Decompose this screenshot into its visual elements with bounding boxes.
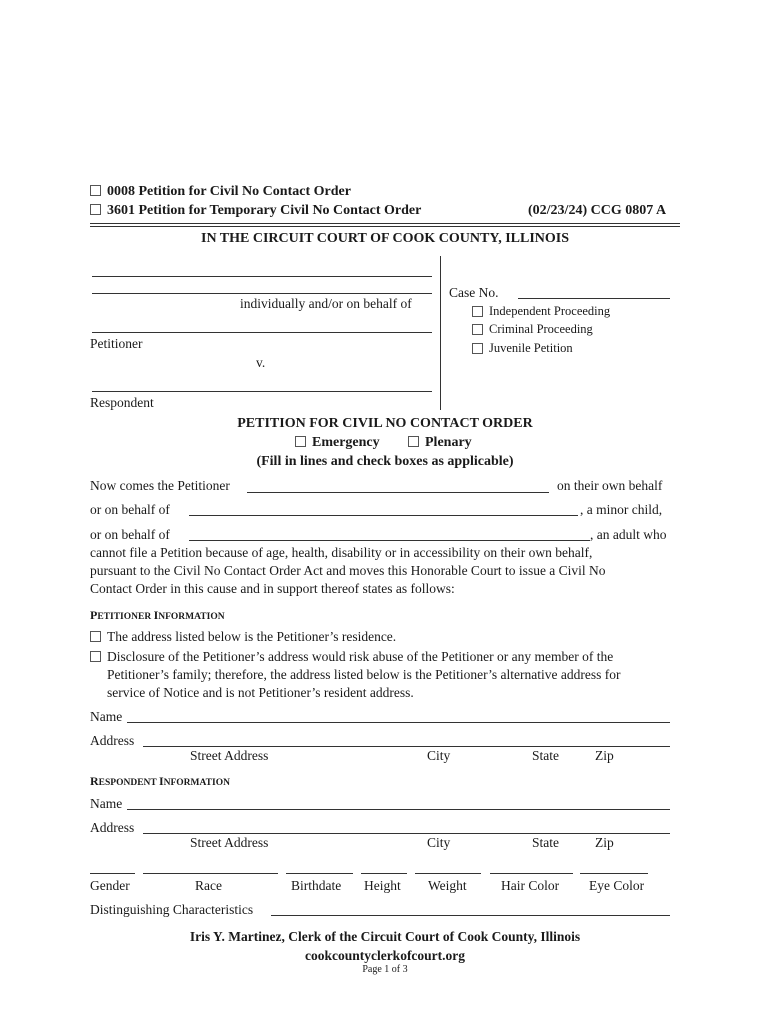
on-behalf-of-text-2: or on behalf of bbox=[90, 527, 170, 542]
petitioner-info-heading: PETITIONER INFORMATION bbox=[90, 608, 225, 622]
hair-color-input[interactable] bbox=[490, 873, 573, 874]
eye-color-input[interactable] bbox=[580, 873, 648, 874]
body-paragraph-line-2: pursuant to the Civil No Contact Order Act and moves this Honorable Court to issue a Civil No bbox=[90, 563, 606, 578]
distinguishing-label: Distinguishing Characteristics bbox=[90, 902, 254, 917]
fill-instructions: (Fill in lines and check boxes as applicable) bbox=[256, 454, 514, 469]
own-behalf-text: on their own behalf bbox=[557, 478, 663, 493]
checkbox[interactable] bbox=[472, 324, 483, 335]
form-code: (02/23/24) CCG 0807 A bbox=[528, 203, 667, 218]
proceeding-juvenile-label: Juvenile Petition bbox=[489, 341, 573, 355]
proceeding-criminal bbox=[472, 322, 593, 337]
checkbox[interactable] bbox=[295, 436, 306, 447]
petitioner-city-label: City bbox=[427, 748, 451, 763]
proceeding-independent-label: Independent Proceeding bbox=[489, 304, 611, 318]
checkbox[interactable] bbox=[408, 436, 419, 447]
petitioner-street-label: Street Address bbox=[190, 748, 269, 763]
option-emergency bbox=[295, 435, 380, 451]
respondent-state-label: State bbox=[532, 835, 559, 850]
minor-child-text: , a minor child, bbox=[580, 502, 663, 517]
checkbox[interactable] bbox=[472, 343, 483, 354]
height-label: Height bbox=[364, 878, 401, 893]
weight-label: Weight bbox=[428, 878, 467, 893]
clerk-website: cookcountyclerkofcourt.org bbox=[304, 948, 466, 963]
distinguishing-input[interactable] bbox=[271, 915, 670, 916]
proceeding-independent bbox=[472, 304, 610, 319]
respondent-label: Respondent bbox=[90, 395, 154, 410]
birthdate-label: Birthdate bbox=[291, 878, 342, 893]
respondent-name-label: Name bbox=[90, 796, 123, 811]
now-comes-text: Now comes the Petitioner bbox=[90, 478, 230, 493]
minor-child-name-field[interactable] bbox=[189, 515, 578, 516]
option-plenary-label: Plenary bbox=[425, 435, 472, 450]
versus-text: v. bbox=[256, 355, 266, 370]
page-indicator: Page 1 of 3 bbox=[362, 964, 408, 975]
weight-input[interactable] bbox=[415, 873, 481, 874]
petitioner-name-field[interactable] bbox=[247, 492, 549, 493]
hair-color-label: Hair Color bbox=[501, 878, 560, 893]
adult-who-text: , an adult who bbox=[590, 527, 667, 542]
option-disclosure bbox=[90, 649, 613, 665]
checkbox[interactable] bbox=[90, 185, 101, 196]
respondent-address-input[interactable] bbox=[143, 833, 670, 834]
party-name-line-2[interactable] bbox=[92, 293, 432, 294]
petitioner-address-input[interactable] bbox=[143, 746, 670, 747]
option-emergency-label: Emergency bbox=[312, 435, 380, 450]
respondent-name-input[interactable] bbox=[127, 809, 670, 810]
clerk-line: Iris Y. Martinez, Clerk of the Circuit Court of Cook County, Illinois bbox=[189, 929, 581, 944]
respondent-name-line[interactable] bbox=[92, 391, 432, 392]
body-paragraph-line-3: Contact Order in this cause and in support thereof states as follows: bbox=[90, 581, 455, 596]
header-rule-bottom bbox=[90, 226, 680, 227]
party-name-line-1[interactable] bbox=[92, 276, 432, 277]
option-disclosure-line-2: Petitioner’s family; therefore, the address listed below is the Petitioner’s alternative address for bbox=[107, 667, 621, 682]
petitioner-state-label: State bbox=[532, 748, 559, 763]
option-plenary bbox=[408, 435, 472, 451]
petitioner-address-label: Address bbox=[90, 733, 135, 748]
case-no-field[interactable] bbox=[518, 298, 670, 299]
caption-divider bbox=[440, 256, 441, 410]
respondent-zip-label: Zip bbox=[595, 835, 614, 850]
proceeding-juvenile bbox=[472, 341, 573, 356]
party-name-line-3[interactable] bbox=[92, 332, 432, 333]
petitioner-name-label: Name bbox=[90, 709, 123, 724]
option-disclosure-line-1: Disclosure of the Petitioner’s address would risk abuse of the Petitioner or any member of the bbox=[107, 649, 614, 664]
eye-color-label: Eye Color bbox=[589, 878, 645, 893]
body-paragraph-line-1: cannot file a Petition because of age, health, disability or in accessibility on their own behalf, bbox=[90, 545, 593, 560]
case-no-label: Case No. bbox=[449, 285, 499, 300]
form-option-0008 bbox=[90, 184, 351, 200]
birthdate-input[interactable] bbox=[286, 873, 353, 874]
petition-title: PETITION FOR CIVIL NO CONTACT ORDER bbox=[237, 416, 533, 431]
checkbox[interactable] bbox=[472, 306, 483, 317]
option-disclosure-line-3: service of Notice and is not Petitioner’s resident address. bbox=[107, 685, 414, 700]
petitioner-name-input[interactable] bbox=[127, 722, 670, 723]
individually-text: individually and/or on behalf of bbox=[240, 296, 412, 311]
gender-input[interactable] bbox=[90, 873, 135, 874]
race-label: Race bbox=[195, 878, 222, 893]
race-input[interactable] bbox=[143, 873, 278, 874]
proceeding-criminal-label: Criminal Proceeding bbox=[489, 322, 593, 336]
header-rule-top bbox=[90, 223, 680, 224]
petitioner-zip-label: Zip bbox=[595, 748, 614, 763]
gender-label: Gender bbox=[90, 878, 130, 893]
court-title: IN THE CIRCUIT COURT OF COOK COUNTY, ILLINOIS bbox=[201, 231, 569, 246]
on-behalf-of-text-1: or on behalf of bbox=[90, 502, 170, 517]
form-option-0008-label: 0008 Petition for Civil No Contact Order bbox=[107, 184, 351, 199]
form-option-3601-label: 3601 Petition for Temporary Civil No Contact Order bbox=[107, 203, 422, 218]
respondent-street-label: Street Address bbox=[190, 835, 269, 850]
respondent-address-label: Address bbox=[90, 820, 135, 835]
respondent-info-heading: RESPONDENT INFORMATION bbox=[90, 774, 230, 788]
petitioner-label: Petitioner bbox=[90, 336, 143, 351]
checkbox[interactable] bbox=[90, 631, 101, 642]
height-input[interactable] bbox=[361, 873, 407, 874]
form-option-3601 bbox=[90, 203, 421, 219]
adult-name-field[interactable] bbox=[189, 540, 590, 541]
respondent-city-label: City bbox=[427, 835, 451, 850]
checkbox[interactable] bbox=[90, 204, 101, 215]
checkbox[interactable] bbox=[90, 651, 101, 662]
option-residence bbox=[90, 629, 396, 645]
option-residence-label: The address listed below is the Petitioner’s residence. bbox=[107, 629, 397, 644]
